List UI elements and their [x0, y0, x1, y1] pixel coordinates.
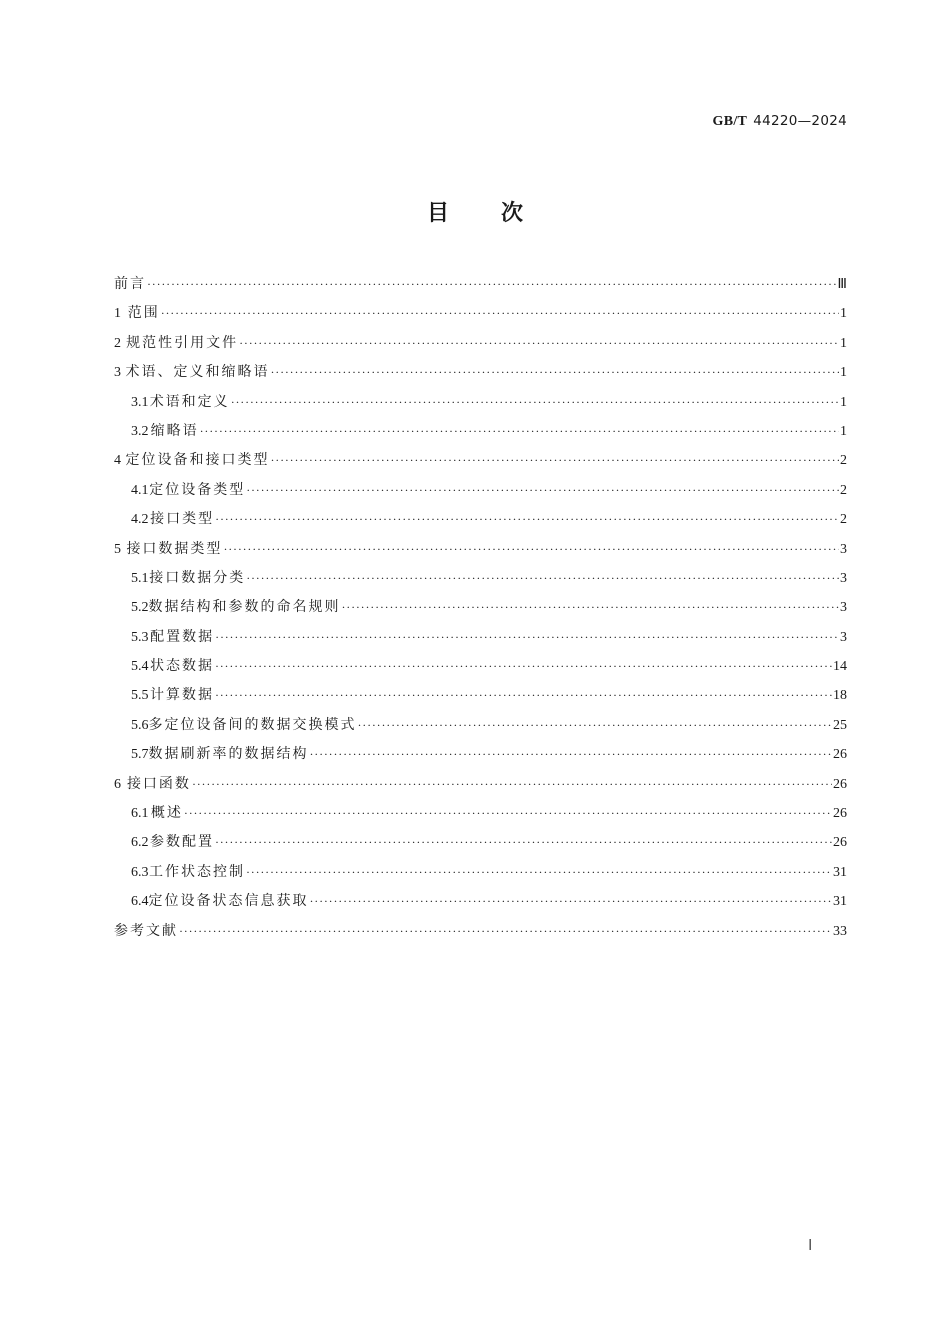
toc-entry-label: 配置数据 — [150, 628, 215, 645]
toc-entry-number: 3.1 — [131, 394, 149, 410]
toc-entry-label: 参考文献 — [114, 922, 178, 939]
toc-entry[interactable] — [114, 358, 847, 387]
dot-leader — [309, 887, 833, 916]
table-of-contents — [114, 270, 847, 946]
toc-entry-number: 3 — [114, 365, 121, 381]
toc-entry-page: 1 — [840, 365, 847, 381]
toc-entry-page: 14 — [833, 659, 847, 675]
toc-entry-label: 概述 — [150, 805, 183, 822]
toc-entry-page: 31 — [833, 894, 847, 910]
dot-leader — [214, 505, 839, 534]
dot-leader — [214, 623, 839, 652]
dot-leader — [341, 593, 840, 622]
toc-entry[interactable] — [114, 388, 847, 417]
toc-entry[interactable] — [114, 681, 847, 710]
toc-entry-page: Ⅲ — [837, 277, 847, 292]
toc-entry-label: 术语和定义 — [149, 393, 230, 410]
dot-leader — [245, 476, 839, 505]
toc-entry-page: 1 — [840, 394, 847, 410]
dot-leader — [183, 799, 832, 828]
toc-entry-label: 接口函数 — [126, 775, 191, 792]
toc-entry[interactable] — [114, 535, 847, 564]
toc-entry-label: 范围 — [127, 305, 160, 322]
toc-entry-label: 接口数据类型 — [126, 540, 223, 557]
toc-entry[interactable] — [114, 329, 847, 358]
toc-entry-page: 31 — [833, 864, 847, 880]
toc-entry-page: 3 — [840, 541, 847, 557]
toc-entry-number: 5.7 — [131, 747, 149, 763]
toc-entry[interactable] — [114, 564, 847, 593]
toc-entry-number: 6.1 — [131, 806, 149, 822]
toc-entry-label: 定位设备和接口类型 — [125, 452, 270, 469]
toc-entry-label: 术语、定义和缩略语 — [125, 364, 270, 381]
dot-leader — [160, 299, 839, 328]
toc-entry-number: 4.1 — [131, 482, 149, 498]
toc-entry-label: 数据刷新率的数据结构 — [148, 746, 309, 763]
toc-entry-number: 6 — [114, 776, 121, 792]
toc-entry-page: 3 — [840, 570, 847, 586]
toc-entry[interactable] — [114, 799, 847, 828]
toc-entry-page: 2 — [840, 453, 847, 469]
page-folio: Ⅰ — [808, 1238, 813, 1254]
toc-entry-number: 5 — [114, 541, 121, 557]
toc-entry[interactable] — [114, 887, 847, 916]
toc-entry-label: 参数配置 — [149, 834, 214, 851]
toc-entry-number: 4 — [114, 453, 121, 469]
dot-leader — [357, 711, 833, 740]
dot-leader — [222, 535, 839, 564]
toc-entry[interactable] — [114, 476, 847, 505]
toc-entry-label: 数据结构和参数的命名规则 — [148, 599, 341, 616]
toc-entry-label: 多定位设备间的数据交换模式 — [148, 716, 357, 733]
toc-entry-page: 1 — [840, 423, 847, 439]
toc-entry[interactable] — [114, 593, 847, 622]
toc-entry[interactable] — [114, 505, 847, 534]
toc-entry-number: 5.4 — [131, 659, 149, 675]
toc-entry-page: 1 — [840, 306, 847, 322]
toc-entry-number: 5.3 — [131, 629, 149, 645]
dot-leader — [269, 358, 839, 387]
toc-entry-page: 25 — [833, 717, 847, 733]
toc-entry-number: 5.6 — [131, 717, 149, 733]
toc-entry[interactable] — [114, 828, 847, 857]
toc-entry-number: 3.2 — [131, 423, 149, 439]
toc-entry-label: 规范性引用文件 — [126, 334, 239, 351]
toc-entry[interactable] — [114, 652, 847, 681]
toc-entry-page: 26 — [833, 747, 847, 763]
dot-leader — [214, 828, 832, 857]
dot-leader — [214, 652, 832, 681]
toc-entry-page: 1 — [840, 335, 847, 351]
toc-entry-label: 定位设备类型 — [149, 481, 246, 498]
toc-entry[interactable] — [114, 417, 847, 446]
toc-entry-label: 前言 — [114, 276, 146, 292]
toc-entry-page: 26 — [833, 776, 847, 792]
toc-entry[interactable] — [114, 740, 847, 769]
toc-entry-page: 2 — [840, 512, 847, 528]
toc-entry[interactable] — [114, 299, 847, 328]
dot-leader — [238, 329, 839, 358]
dot-leader — [309, 740, 833, 769]
dot-leader — [214, 681, 832, 710]
toc-entry-number: 4.2 — [131, 512, 149, 528]
toc-entry-label: 定位设备状态信息获取 — [148, 893, 309, 910]
toc-entry-page: 26 — [833, 806, 847, 822]
toc-entry-label: 状态数据 — [149, 658, 214, 675]
toc-entry-page: 3 — [840, 629, 847, 645]
toc-entry[interactable] — [114, 446, 847, 475]
standard-prefix: GB/T — [712, 114, 748, 129]
toc-entry[interactable] — [114, 858, 847, 887]
toc-entry-number: 5.1 — [131, 570, 149, 586]
toc-entry-number: 6.3 — [131, 864, 149, 880]
toc-entry[interactable] — [114, 917, 847, 946]
dot-leader — [230, 388, 839, 417]
toc-entry-number: 6.2 — [131, 835, 149, 851]
toc-entry-label: 计算数据 — [149, 687, 214, 704]
dot-leader — [245, 858, 832, 887]
toc-entry-number: 6.4 — [131, 894, 149, 910]
toc-entry-number: 5.2 — [131, 600, 149, 616]
toc-entry-number: 5.5 — [131, 688, 149, 704]
toc-entry-label: 缩略语 — [150, 422, 199, 439]
toc-entry-number: 1 — [114, 306, 121, 322]
toc-entry[interactable] — [114, 270, 847, 299]
toc-entry[interactable] — [114, 711, 847, 740]
toc-entry-number: 2 — [114, 335, 121, 351]
standard-number: 44220—2024 — [753, 113, 847, 129]
toc-entry-label: 接口类型 — [150, 511, 215, 528]
toc-entry-label: 工作状态控制 — [149, 863, 245, 880]
dot-leader — [269, 446, 839, 475]
toc-entry-page: 26 — [833, 835, 847, 851]
standard-code — [713, 113, 847, 130]
toc-entry-page: 3 — [840, 600, 847, 616]
toc-entry[interactable] — [114, 770, 847, 799]
dot-leader — [191, 770, 832, 799]
toc-entry-label: 接口数据分类 — [149, 569, 246, 586]
toc-entry-page: 33 — [833, 923, 847, 939]
dot-leader — [199, 417, 839, 446]
dot-leader — [245, 564, 839, 593]
dot-leader — [146, 270, 836, 299]
toc-entry-page: 2 — [840, 482, 847, 498]
toc-entry[interactable] — [114, 623, 847, 652]
page-title: 目次 — [426, 201, 575, 226]
toc-entry-page: 18 — [833, 688, 847, 704]
dot-leader — [178, 917, 832, 946]
